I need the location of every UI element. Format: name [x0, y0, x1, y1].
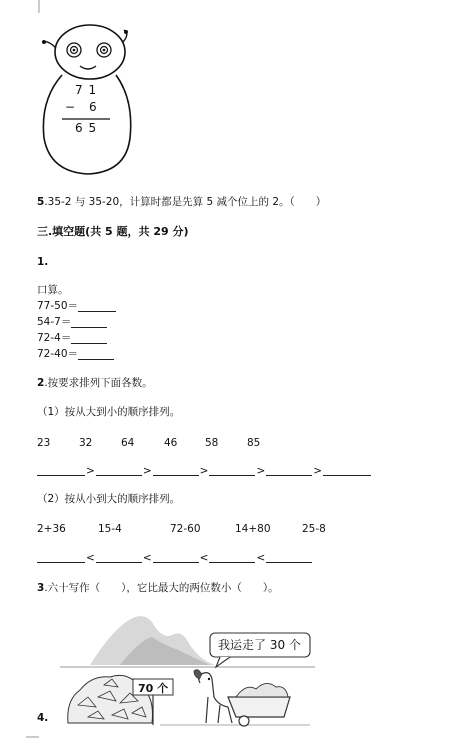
- corner-mark-top: [30, 0, 40, 14]
- question-2-number: 2: [37, 377, 45, 389]
- answer-blank[interactable]: [96, 465, 142, 476]
- answer-blank[interactable]: [209, 552, 255, 563]
- answer-blank[interactable]: [153, 552, 199, 563]
- question-3: [37, 582, 279, 594]
- number-item: 25-8: [302, 523, 326, 535]
- minuend: 7 1: [75, 83, 98, 97]
- difference: 6 5: [75, 121, 98, 135]
- number-item: 58: [205, 437, 219, 449]
- less-than-symbol: <: [86, 552, 95, 564]
- less-than-symbol: <: [199, 552, 209, 564]
- question-5-number: 5: [37, 196, 45, 208]
- oral-calc-expression: 77-50＝: [37, 300, 79, 312]
- answer-blank[interactable]: [37, 552, 85, 563]
- oral-calc-expression: 72-4＝: [37, 332, 72, 344]
- greater-than-symbol: >: [256, 465, 266, 477]
- number-item: 32: [79, 437, 93, 449]
- answer-blank[interactable]: [266, 465, 312, 476]
- greater-than-symbol: >: [313, 465, 323, 477]
- speech-bubble-text: 我运走了 30 个: [218, 638, 301, 652]
- answer-blank[interactable]: [323, 465, 371, 476]
- less-than-symbol: <: [256, 552, 266, 564]
- question-5-text: .35-2 与 35-20，计算时都是先算 5 减个位上的 2。（ ）: [44, 196, 327, 208]
- greater-than-symbol: >: [86, 465, 95, 477]
- question-5: [37, 196, 326, 208]
- answer-blank[interactable]: [96, 552, 142, 563]
- question-2-part-2-label: （2）按从小到大的顺序排列。: [37, 493, 181, 505]
- less-than-symbol: <: [142, 552, 152, 564]
- number-item: 64: [121, 437, 135, 449]
- answer-blank[interactable]: [153, 465, 199, 476]
- question-2-title: .按要求排列下面各数。: [44, 377, 153, 389]
- question-1-number: 1.: [37, 256, 49, 268]
- answer-blank[interactable]: [71, 317, 107, 328]
- question-2-part-1-label: （1）按从大到小的顺序排列。: [37, 406, 181, 418]
- answer-blank[interactable]: [37, 465, 85, 476]
- answer-blank[interactable]: [266, 552, 312, 563]
- number-item: 85: [247, 437, 261, 449]
- oral-calc-expression: 54-7＝: [37, 316, 72, 328]
- cartoon-subtraction-figure: [38, 20, 138, 180]
- answer-blank[interactable]: [71, 333, 107, 344]
- oral-calc-item-1: [37, 300, 116, 312]
- part-1-answer-row: [37, 465, 371, 476]
- answer-blank[interactable]: [78, 349, 114, 360]
- oral-calc-item-3: [37, 332, 107, 344]
- question-1-label: 口算。: [37, 284, 69, 296]
- question-3-number: 3: [37, 582, 45, 594]
- section-3-title: 三.填空题(共 5 题，共 29 分): [37, 225, 189, 238]
- answer-blank[interactable]: [209, 465, 255, 476]
- number-item: 72-60: [170, 523, 201, 535]
- corner-mark-bottom: [26, 733, 40, 741]
- question-2: [37, 377, 153, 389]
- oral-calc-expression: 72-40＝: [37, 348, 79, 360]
- number-item: 14+80: [235, 523, 271, 535]
- greater-than-symbol: >: [142, 465, 152, 477]
- sign-text: 70 个: [138, 682, 169, 695]
- part-2-answer-row: [37, 552, 312, 563]
- number-item: 2+36: [37, 523, 66, 535]
- question-3-text: .六十写作（ ），它比最大的两位数小（ ）。: [44, 582, 279, 594]
- mountain-rocks-cart-icon: [60, 605, 320, 730]
- greater-than-symbol: >: [199, 465, 209, 477]
- number-item: 15-4: [98, 523, 122, 535]
- oral-calc-item-4: [37, 348, 114, 360]
- minus-sign: −: [65, 100, 76, 114]
- answer-blank[interactable]: [78, 301, 116, 312]
- question-4-number: 4.: [37, 712, 49, 724]
- subtrahend: 6: [89, 100, 97, 114]
- number-item: 46: [164, 437, 178, 449]
- cartoon-face-icon: [38, 20, 138, 180]
- question-4-illustration: [60, 605, 320, 730]
- oral-calc-item-2: [37, 316, 107, 328]
- number-item: 23: [37, 437, 51, 449]
